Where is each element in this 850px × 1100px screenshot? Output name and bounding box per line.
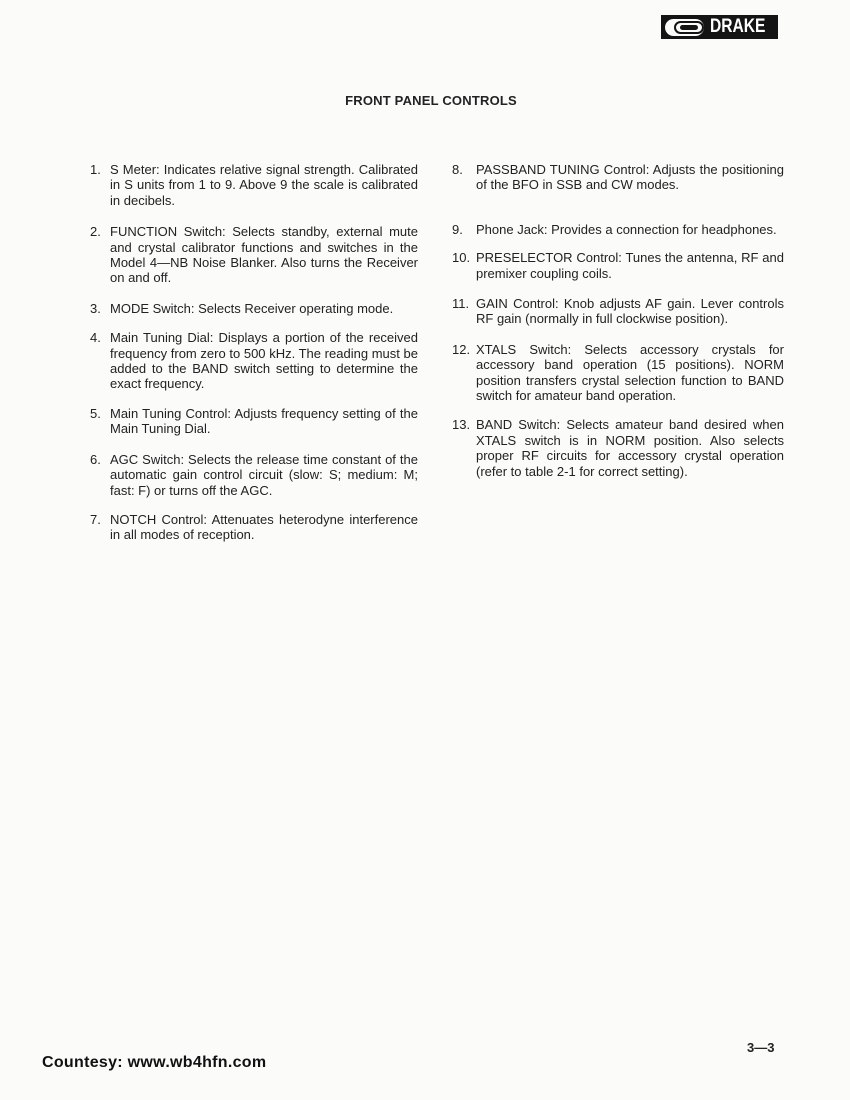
item-number: 10.	[452, 250, 471, 266]
item-text: MODE Switch: Selects Receiver operating mode.	[110, 300, 394, 316]
drake-emblem-icon	[665, 19, 704, 36]
item-text: XTALS Switch: Selects accessory crystals for accessory band operation (15 positions). NORM position transfers crystal selection function to BAND switch for amateur band operation.	[476, 341, 784, 404]
right-column	[452, 162, 784, 479]
list-item	[452, 250, 784, 281]
page-number: 3—3	[747, 1040, 775, 1055]
item-text: Main Tuning Dial: Displays a portion of the received frequency from zero to 500 kHz. The reading must be added to the BAND switch setting to determine the exact frequency.	[110, 330, 418, 392]
list-item	[452, 417, 784, 479]
item-text: FUNCTION Switch: Selects standby, external mute and crystal calibrator functions and switches in the Model 4—NB Noise Blanker. Also turns the Receiver on and off.	[110, 224, 418, 286]
list-item	[452, 342, 784, 404]
item-number: 12.	[452, 341, 471, 357]
item-number: 3.	[90, 300, 101, 316]
item-text: Phone Jack: Provides a connection for headphones.	[476, 221, 777, 237]
page-title: FRONT PANEL CONTROLS	[345, 93, 517, 108]
item-number: 5.	[90, 405, 101, 421]
item-number: 1.	[90, 162, 101, 177]
item-text: BAND Switch: Selects amateur band desired when XTALS switch is in NORM position. Also selects proper RF circuits for accessory crystal operation (refer to table 2-1 for correct setting).	[476, 417, 784, 479]
item-number: 4.	[90, 330, 101, 346]
item-text: Main Tuning Control: Adjusts frequency setting of the Main Tuning Dial.	[110, 405, 418, 437]
list-item	[452, 296, 784, 327]
item-text: GAIN Control: Knob adjusts AF gain. Lever controls RF gain (normally in full clockwise position).	[476, 296, 784, 327]
item-number: 9.	[452, 221, 463, 237]
list-item	[90, 162, 418, 208]
list-item	[90, 406, 418, 437]
courtesy-credit: Countesy: www.wb4hfn.com	[42, 1054, 267, 1071]
item-text: NOTCH Control: Attenuates heterodyne interference in all modes of reception.	[110, 511, 418, 543]
list-item	[452, 162, 784, 193]
list-item	[452, 222, 784, 237]
item-number: 7.	[90, 511, 101, 527]
item-number: 2.	[90, 224, 101, 240]
item-number: 6.	[90, 451, 101, 467]
item-text: PASSBAND TUNING Control: Adjusts the positioning of the BFO in SSB and CW modes.	[476, 162, 784, 193]
logo-text: DRAKE	[710, 16, 766, 37]
list-item	[90, 452, 418, 498]
item-number: 13.	[452, 417, 471, 433]
item-text: S Meter: Indicates relative signal strength. Calibrated in S units from 1 to 9. Above 9 the scale is calibrated in decibels.	[110, 162, 418, 208]
list-item	[90, 512, 418, 543]
item-number: 11.	[452, 296, 470, 312]
item-text: AGC Switch: Selects the release time constant of the automatic gain control circuit (slow: S; medium: M; fast: F) or turns off the AGC.	[110, 451, 418, 498]
left-column	[90, 162, 418, 543]
list-item	[90, 330, 418, 392]
list-item	[90, 224, 418, 286]
item-number: 8.	[452, 162, 463, 177]
item-text: PRESELECTOR Control: Tunes the antenna, RF and premixer coupling coils.	[476, 250, 784, 281]
list-item	[90, 301, 418, 316]
drake-logo	[661, 15, 778, 39]
